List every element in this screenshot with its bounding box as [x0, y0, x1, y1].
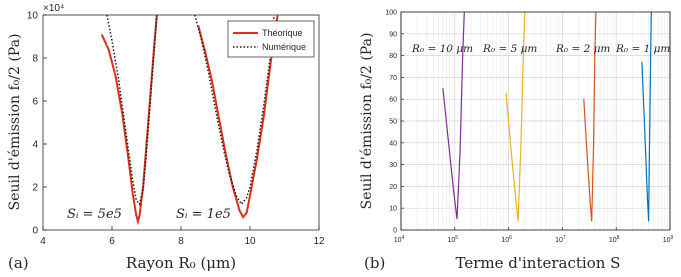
y-tick-label-b: 0	[393, 227, 397, 235]
panel-label-b: (b)	[364, 254, 386, 272]
annotation-si-5e5: Sᵢ = 5e5	[67, 207, 122, 222]
x-tick-label-b: $10^5$	[447, 235, 459, 244]
x-tick-label-b: $10^6$	[501, 235, 512, 244]
y-tick-label-b: 40	[389, 140, 397, 148]
y-tick-label-b: 70	[389, 74, 397, 82]
x-tick-label-a: 6	[109, 236, 115, 247]
panel-a	[7, 3, 325, 272]
panel-b	[359, 10, 674, 273]
y-tick-label-a: 8	[32, 53, 38, 65]
y-tick-label-b: 10	[389, 205, 397, 213]
y-tick-label-b: 60	[389, 96, 397, 104]
x-tick-label-b: $10^9$	[662, 235, 674, 244]
x-tick-label-b: $10^4$	[393, 235, 405, 244]
x-tick-label-a: 8	[178, 236, 184, 247]
y-multiplier-a: ×10⁴	[43, 3, 65, 14]
y-tick-label-b: 20	[389, 183, 397, 191]
annotation-r0-10: R₀ = 10 μm	[412, 43, 474, 55]
xlabel-a: Rayon R₀ (μm)	[125, 254, 237, 272]
panel-label-a: (a)	[8, 254, 29, 272]
x-tick-label-a: 12	[313, 236, 325, 247]
x-tick-label-a: 4	[40, 236, 46, 247]
ylabel-b: Seuil d'émission f₀/2 (Pa)	[359, 32, 375, 210]
y-tick-label-a: 4	[32, 139, 38, 151]
legend-a	[228, 21, 314, 57]
xlabel-b: Terme d'interaction S	[455, 254, 621, 272]
x-tick-label-a: 10	[244, 236, 256, 247]
annotation-r0-1: R₀ = 1 μm	[616, 43, 671, 55]
y-tick-label-a: 0	[32, 225, 38, 237]
legend-label-numerique: Numérique	[262, 42, 307, 52]
ylabel-a: Seuil d'émission f₀/2 (Pa)	[7, 33, 23, 211]
annotation-si-1e5: Sᵢ = 1e5	[176, 207, 231, 222]
annotation-r0-5: R₀ = 5 μm	[483, 43, 538, 55]
x-tick-label-b: $10^8$	[608, 235, 620, 244]
y-tick-label-b: 80	[389, 53, 397, 61]
y-tick-label-a: 2	[32, 182, 38, 194]
annotation-r0-2: R₀ = 2 μm	[556, 43, 611, 55]
x-tick-label-b: $10^7$	[555, 235, 566, 244]
y-tick-label-a: 10	[26, 10, 38, 22]
y-tick-label-b: 90	[389, 31, 397, 39]
legend-label-theorique: Théorique	[262, 28, 303, 38]
y-tick-label-a: 6	[32, 96, 38, 108]
y-tick-label-b: 30	[389, 162, 397, 170]
y-tick-label-b: 50	[389, 118, 397, 126]
y-tick-label-b: 100	[385, 9, 397, 17]
